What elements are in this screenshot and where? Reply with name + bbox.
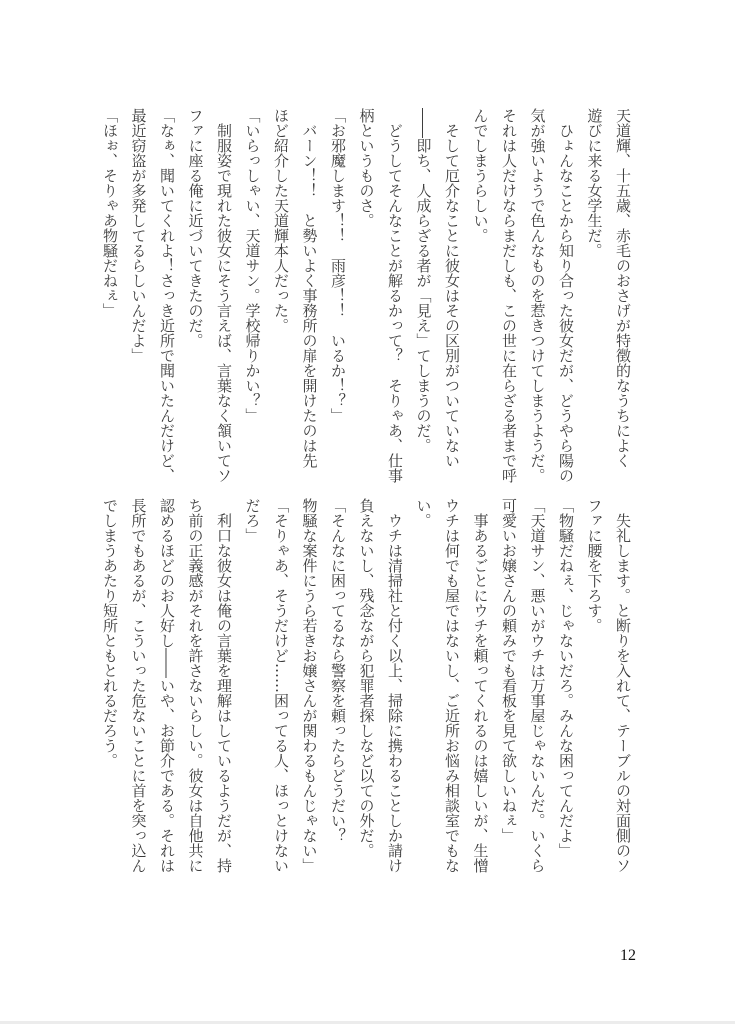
text-line: 認めるほどのお人好し――いや、お節介である。それは bbox=[158, 498, 176, 873]
lower-text-block bbox=[95, 498, 637, 873]
text-line: 「そりゃあ、そうだけど……困ってる人、ほっとけない bbox=[272, 498, 290, 873]
text-line: それは人だけならまだしも、この世に在らざる者まで呼 bbox=[500, 108, 518, 483]
text-line: ファに座る俺に近づいてきたのだ。 bbox=[186, 108, 205, 348]
text-line: 「なぁ、聞いてくれよ！さっき近所で聞いたんだけど、 bbox=[158, 108, 176, 483]
text-line: 物騒な案件にうら若きお嬢さんが関わるもんじゃない」 bbox=[300, 498, 319, 873]
text-line: 「天道サン、悪いがウチは万事屋じゃないんだ。いくら bbox=[528, 498, 547, 873]
text-line: でしまうあたり短所ともとれるだろう。 bbox=[101, 498, 119, 768]
text-line: んでしまうらしい。 bbox=[471, 108, 490, 243]
text-line: だろ」 bbox=[243, 498, 262, 543]
text-line: 可愛いお嬢さんの頼みでも看板を見て欲しいねぇ」 bbox=[500, 498, 518, 843]
text-line: 失礼します。と断りを入れて、テーブルの対面側のソ bbox=[614, 498, 632, 873]
text-line: そして厄介なことに彼女はその区別がついていない bbox=[443, 108, 461, 468]
text-line: ウチは何でも屋ではないし、ご近所お悩み相談室でもな bbox=[443, 498, 461, 873]
text-line: どうしてそんなことが解るかって？ そりゃあ、仕事 bbox=[386, 108, 404, 483]
text-line: 「お邪魔します！！ 雨彦！！ いるか！？」 bbox=[329, 108, 347, 423]
text-line: 事あるごとにウチを頼ってくれるのは嬉しいが、生憎 bbox=[471, 498, 490, 873]
text-line: 天道輝、十五歳、赤毛のおさげが特徴的なうちによく bbox=[614, 108, 632, 468]
text-line: 負えないし、残念ながら犯罪者探しなど以ての外だ。 bbox=[357, 498, 376, 858]
text-line: 最近窃盗が多発してるらしいんだよ」 bbox=[129, 108, 148, 363]
text-line: 遊びに来る女学生だ。 bbox=[585, 108, 604, 258]
text-line: 「物騒だねぇ、じゃないだろ。みんな困ってんだよ」 bbox=[557, 498, 575, 858]
text-line: ――即ち、人成らざる者が「見え」てしまうのだ。 bbox=[414, 108, 433, 453]
text-line: 「いらっしゃい、天道サン。学校帰りかい？」 bbox=[243, 108, 262, 423]
text-line: ひょんなことから知り合った彼女だが、どうやら陽の bbox=[557, 108, 575, 483]
text-line: 気が強いようで色んなものを惹きつけてしまうようだ。 bbox=[528, 108, 547, 483]
text-line: 柄というものさ。 bbox=[357, 108, 376, 228]
text-line: 利口な彼女は俺の言葉を理解はしているようだが、持 bbox=[215, 498, 233, 873]
text-line: 「ほぉ、そりゃあ物騒だねぇ」 bbox=[101, 108, 119, 318]
text-line: ほど紹介した天道輝本人だった。 bbox=[272, 108, 290, 333]
upper-text-block bbox=[95, 108, 637, 483]
text-line: ウチは清掃社と付く以上、掃除に携わることしか請け bbox=[386, 498, 404, 873]
text-line: バーン！！ と勢いよく事務所の扉を開けたのは先 bbox=[300, 108, 319, 468]
text-line: 制服姿で現れた彼女にそう言えば、言葉なく頷いてソ bbox=[215, 108, 233, 483]
text-line: ち前の正義感がそれを許さないらしい。彼女は自他共に bbox=[186, 498, 205, 873]
text-line: ファに腰を下ろす。 bbox=[585, 498, 604, 633]
text-line: い。 bbox=[414, 498, 433, 528]
page-number: 12 bbox=[620, 947, 636, 964]
text-line: 長所でもあるが、こういった危ないことに首を突っ込ん bbox=[129, 498, 148, 873]
text-line: 「そんなに困ってるなら警察を頼ったらどうだい？ bbox=[329, 498, 347, 843]
